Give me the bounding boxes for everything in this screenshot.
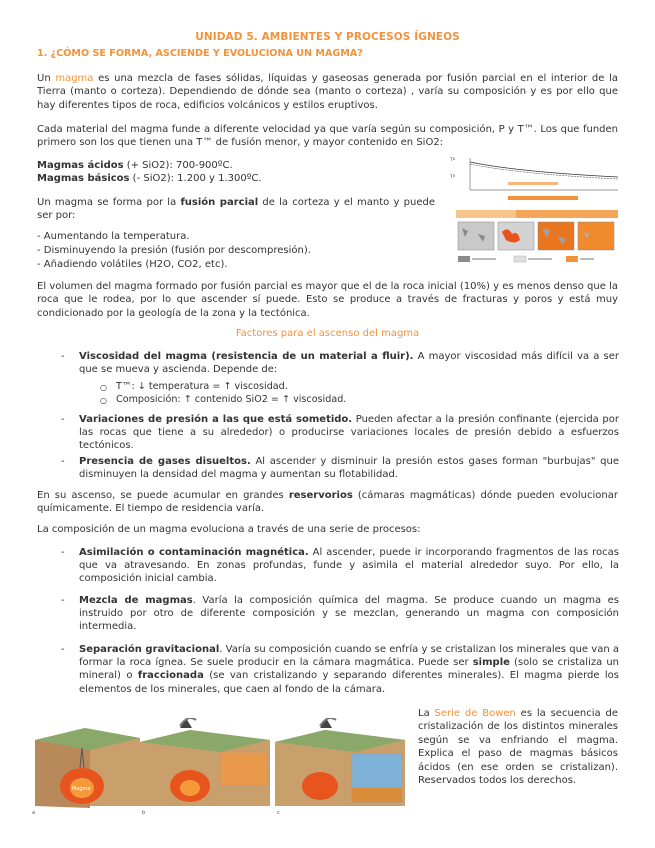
cause-temperature: - Aumentando la temperatura. [37, 231, 190, 242]
panel-b-label: b [142, 810, 146, 816]
panel-a-label: a [32, 810, 36, 816]
paragraph-reservoirs: En su ascenso, se puede acumular en grandes reservorios (cámaras magmáticas) dónde pueden evolucionar químicamente. El tiempo de residencia varía. [37, 490, 618, 515]
panel-c-crystals [352, 788, 402, 802]
section-heading: 1. ¿CÓMO SE FORMA, ASCIENDE Y EVOLUCIONA UN MAGMA? [37, 48, 363, 59]
bowen-term: Serie de Bowen [434, 708, 516, 719]
viscosity-composition: ○ Composición: ↑ contenido SiO2 = ↑ viscosidad. [100, 394, 347, 405]
panel-c-label: c [277, 810, 280, 816]
temperature-gradient-left [456, 210, 516, 218]
factor-viscosity: - Viscosidad del magma (resistencia de un material a fluir). A mayor viscosidad más difícil va a ser que se mueva y ascienda. Depende de: [61, 351, 619, 376]
process-magma-mixing: - Mezcla de magmas. Varía la composición química del magma. Se produce cuando un magma es instruido por otro de diferente composición y se mezclan, generando un magma con composición intermedia. [61, 595, 619, 633]
melt-stage-4 [578, 222, 614, 250]
legend-text-solid [472, 258, 496, 260]
melting-figure [448, 152, 620, 272]
paragraph-partial-fusion: Un magma se forma por la fusión parcial de la corteza y el manto y puede ser por: [37, 197, 435, 222]
legend-swatch-solid [458, 256, 470, 262]
legend-swatch-light [514, 256, 526, 262]
viscosity-temperature: ○ T™: ↓ temperatura = ↑ viscosidad. [100, 381, 288, 392]
factors-heading: Factores para el ascenso del magma [235, 328, 420, 339]
melt-band-2 [508, 196, 578, 200]
paragraph-melting: Cada material del magma funde a diferente velocidad ya que varía según su composición, P y T™. Los que funden primero son los que tienen una T™ de fusión menor, y mayor contenido en SiO2: [37, 124, 618, 149]
basic-magma-line: Magmas básicos (- SiO2): 1.200 y 1.300ºC. [37, 173, 262, 184]
legend-text-light [528, 258, 552, 260]
cause-volatiles: - Añadiendo volátiles (H2O, CO2, etc). [37, 259, 228, 270]
melt-label-top: Tª [450, 158, 455, 163]
factor-pressure: - Variaciones de presión a las que está sometido. Pueden afectar a la presión confinante (ejercida por las rocas que tiene a su alrededor) o producirse variaciones locales de presión debido a esfuerzos tectónicos. [61, 414, 620, 452]
legend-text-melt [580, 258, 594, 260]
magma-label: Magma [72, 786, 91, 792]
panel-b-magma-core [180, 780, 200, 796]
factor-gases: - Presencia de gases disueltos. Al ascender y disminuir la presión estos gases forman "burbujas" que disminuyen la densidad del magma y aumentan su flotabilidad. [61, 456, 619, 481]
unit-title: UNIDAD 5. AMBIENTES Y PROCESOS ÍGNEOS [195, 31, 460, 43]
melt-curve [470, 162, 618, 177]
process-gravitational-separation: - Separación gravitacional. Varía su composición cuando se enfría y se cristalizan los minerales que van a formar la roca ígnea. Se suele producir en la cámara magmática. Puede ser simple (solo se cristaliza un mineral) o fraccionada (se van cristalizando y separando diferentes minerales). El magma pierde los elementos de los minerales, que caen al fondo de la cámara. [61, 644, 620, 695]
paragraph-bowen: La Serie de Bowen es la secuencia de cristalización de los distintos minerales según se va enfriando el magma. Explica el paso de magmas básicos ácidos (en ese orden se cristalizan). Reservados todos los derechos. [418, 708, 618, 787]
paragraph-magma-definition: Un magma es una mezcla de fases sólidas, líquidas y gaseosas generada por fusión parcial en el interior de la Tierra (manto o corteza). Dependiendo de dónde sea (manto o corteza) , varía su composición y es por ello que hay diferentes tipos de roca, edificios volcánicos y estilos eruptivos. [37, 73, 618, 111]
chamber-panel-b [140, 718, 270, 816]
legend-swatch-melt [566, 256, 578, 262]
melt-band-1 [508, 182, 558, 185]
panel-b-inset [220, 752, 268, 786]
paragraph-processes-intro: La composición de un magma evoluciona a través de una serie de procesos: [37, 524, 421, 535]
process-assimilation: - Asimilación o contaminación magnética. Al ascender, puede ir incorporando fragmentos de las rocas que va atravesando. En zonas profundas, funde y asimila el material alrededor suyo. Por ello, la composición inicial cambia. [61, 547, 619, 585]
magma-term: magma [55, 73, 94, 84]
melt-stage-3 [538, 222, 574, 250]
melt-label-mid: Tª [450, 175, 455, 180]
chamber-panel-a [32, 728, 140, 816]
panel-c-magma [302, 772, 338, 800]
chamber-panel-c [275, 718, 405, 816]
acid-magma-line: Magmas ácidos (+ SiO2): 700-900ºC. [37, 160, 233, 171]
magma-chamber-figure [30, 718, 410, 818]
cause-pressure: - Disminuyendo la presión (fusión por descompresión). [37, 245, 311, 256]
paragraph-ascent: El volumen del magma formado por fusión parcial es mayor que el de la roca inicial (10%) y es menos denso que la roca que le rodea, por lo que ascender sí puede. Esto se produce a través de fracturas y poros y está muy condicionado por la geología de la zona y la tectónica. [37, 281, 618, 319]
melt-stage-1 [458, 222, 494, 250]
